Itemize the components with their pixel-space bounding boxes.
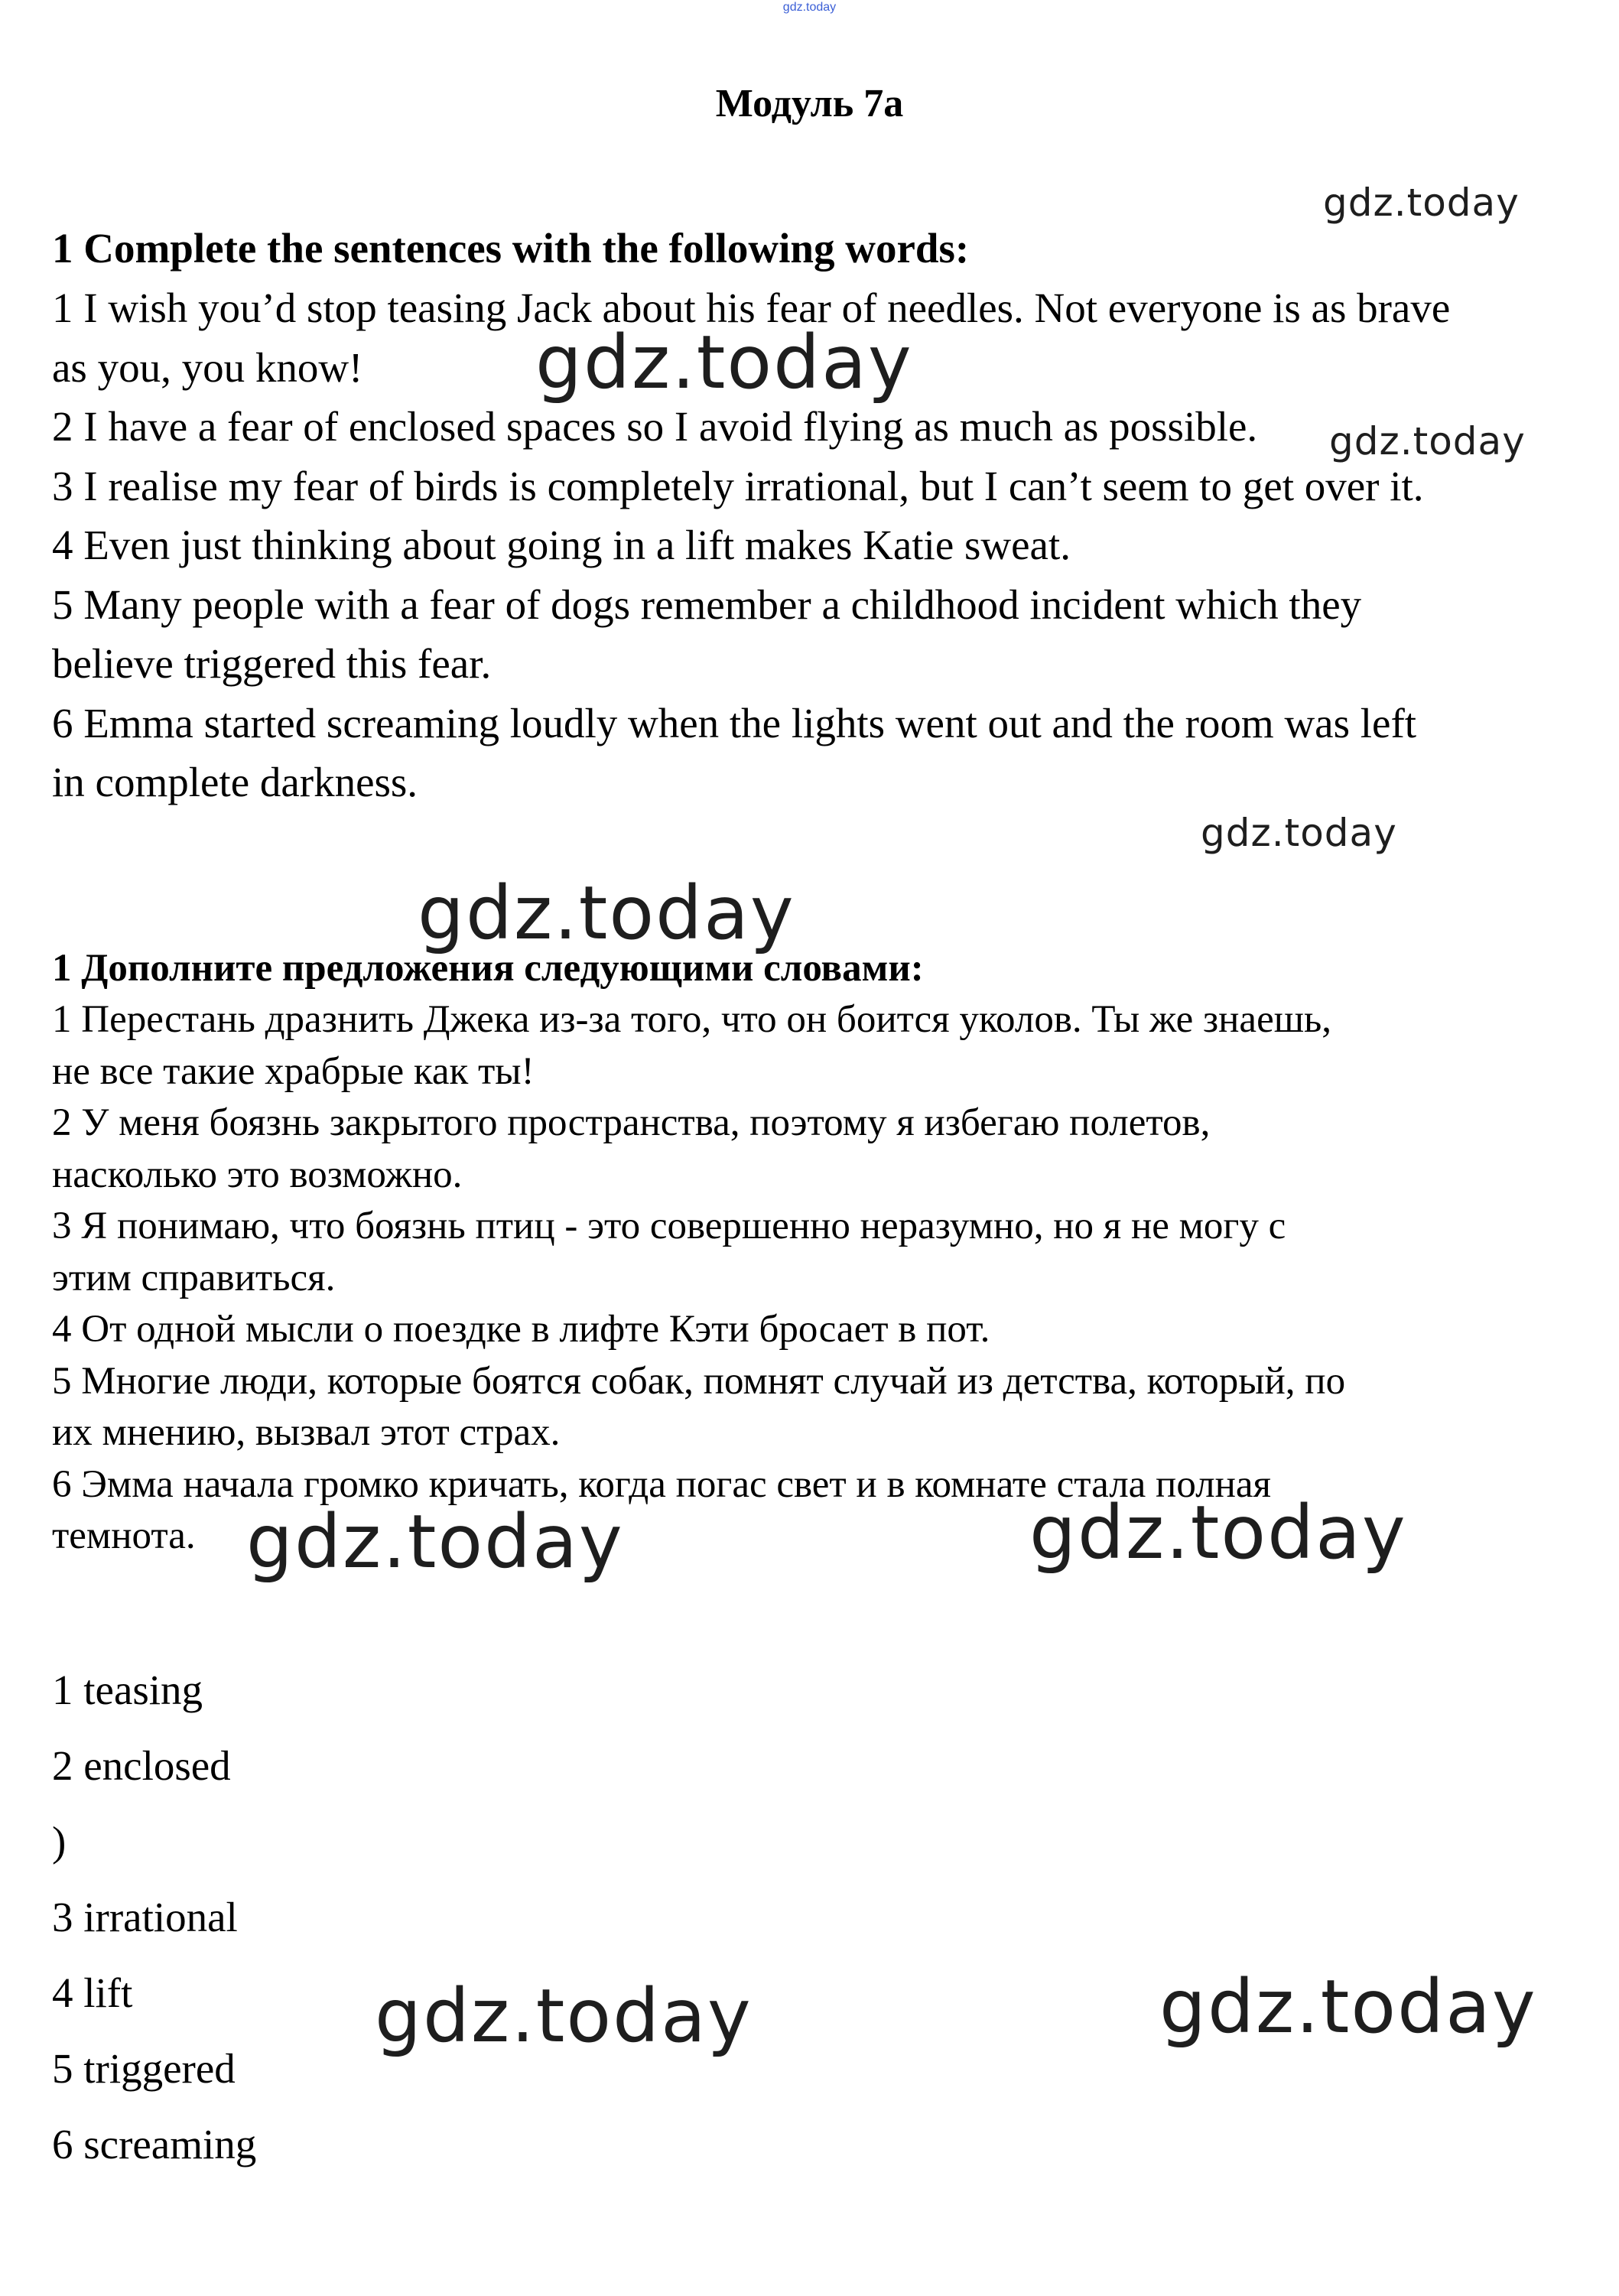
answer-item: 6 screaming <box>52 2121 257 2168</box>
answer-item: ) <box>52 1818 67 1865</box>
russian-line: темнота. <box>52 1514 196 1557</box>
english-heading: 1 Complete the sentences with the following words: <box>52 225 970 272</box>
russian-line: 1 Перестань дразнить Джека из-за того, что он боится уколов. Ты же знаешь, <box>52 998 1331 1041</box>
watermark: gdz.today <box>1159 1964 1537 2050</box>
english-line: 4 Even just thinking about going in a lift makes Katie sweat. <box>52 522 1071 568</box>
english-line: 2 I have a fear of enclosed spaces so I avoid flying as much as possible. <box>52 403 1258 450</box>
english-line: in complete darkness. <box>52 759 418 805</box>
top-watermark: gdz.today <box>782 1 837 14</box>
russian-line: этим справиться. <box>52 1256 336 1299</box>
english-line: 6 Emma started screaming loudly when the lights went out and the room was left <box>52 699 1417 746</box>
russian-line: 3 Я понимаю, что боязнь птиц - это совершенно неразумно, но я не могу с <box>52 1205 1286 1247</box>
russian-line: 2 У меня боязнь закрытого пространства, поэтому я избегаю полетов, <box>52 1101 1211 1144</box>
answer-item: 3 irrational <box>52 1894 238 1940</box>
english-line: as you, you know! <box>52 343 363 391</box>
russian-exercise <box>52 942 1566 1563</box>
russian-line: их мнению, вызвал этот страх. <box>52 1411 561 1454</box>
watermark: gdz.today <box>1201 811 1397 855</box>
english-line: 5 Many people with a fear of dogs remember a childhood incident which they <box>52 581 1362 628</box>
watermark: gdz.today <box>1329 419 1526 463</box>
english-line: 3 I realise my fear of birds is completely irrational, but I can’t seem to get over it. <box>52 462 1424 509</box>
answer-item: 5 triggered <box>52 2045 236 2092</box>
russian-heading: 1 Дополните предложения следующими словами: <box>52 947 924 990</box>
english-line: 1 I wish you’d stop teasing Jack about his fear of needles. Not everyone is as brave <box>52 285 1451 331</box>
module-title: Модуль 7a <box>715 82 904 125</box>
watermark: gdz.today <box>246 1499 624 1585</box>
answer-item: 1 teasing <box>52 1667 203 1713</box>
russian-line: насколько это возможно. <box>52 1153 463 1196</box>
russian-line: 4 От одной мысли о поездке в лифте Кэти бросает в пот. <box>52 1308 990 1351</box>
russian-line: 5 Многие люди, которые боятся собак, помнят случай из детства, который, по <box>52 1359 1346 1403</box>
russian-line: не все такие храбрые как ты! <box>52 1049 535 1093</box>
answer-item: 4 lift <box>52 1969 133 2016</box>
watermark: gdz.today <box>418 870 795 956</box>
english-line: believe triggered this fear. <box>52 640 492 687</box>
russian-line: 6 Эмма начала громко кричать, когда погас свет и в комнате стала полная <box>52 1462 1271 1506</box>
english-exercise <box>52 219 1566 812</box>
answer-item: 2 enclosed <box>52 1742 231 1789</box>
watermark: gdz.today <box>535 320 913 405</box>
answer-list <box>52 1652 664 2182</box>
watermark: gdz.today <box>1029 1490 1407 1576</box>
watermark: gdz.today <box>1323 180 1520 225</box>
watermark: gdz.today <box>375 1973 753 2059</box>
